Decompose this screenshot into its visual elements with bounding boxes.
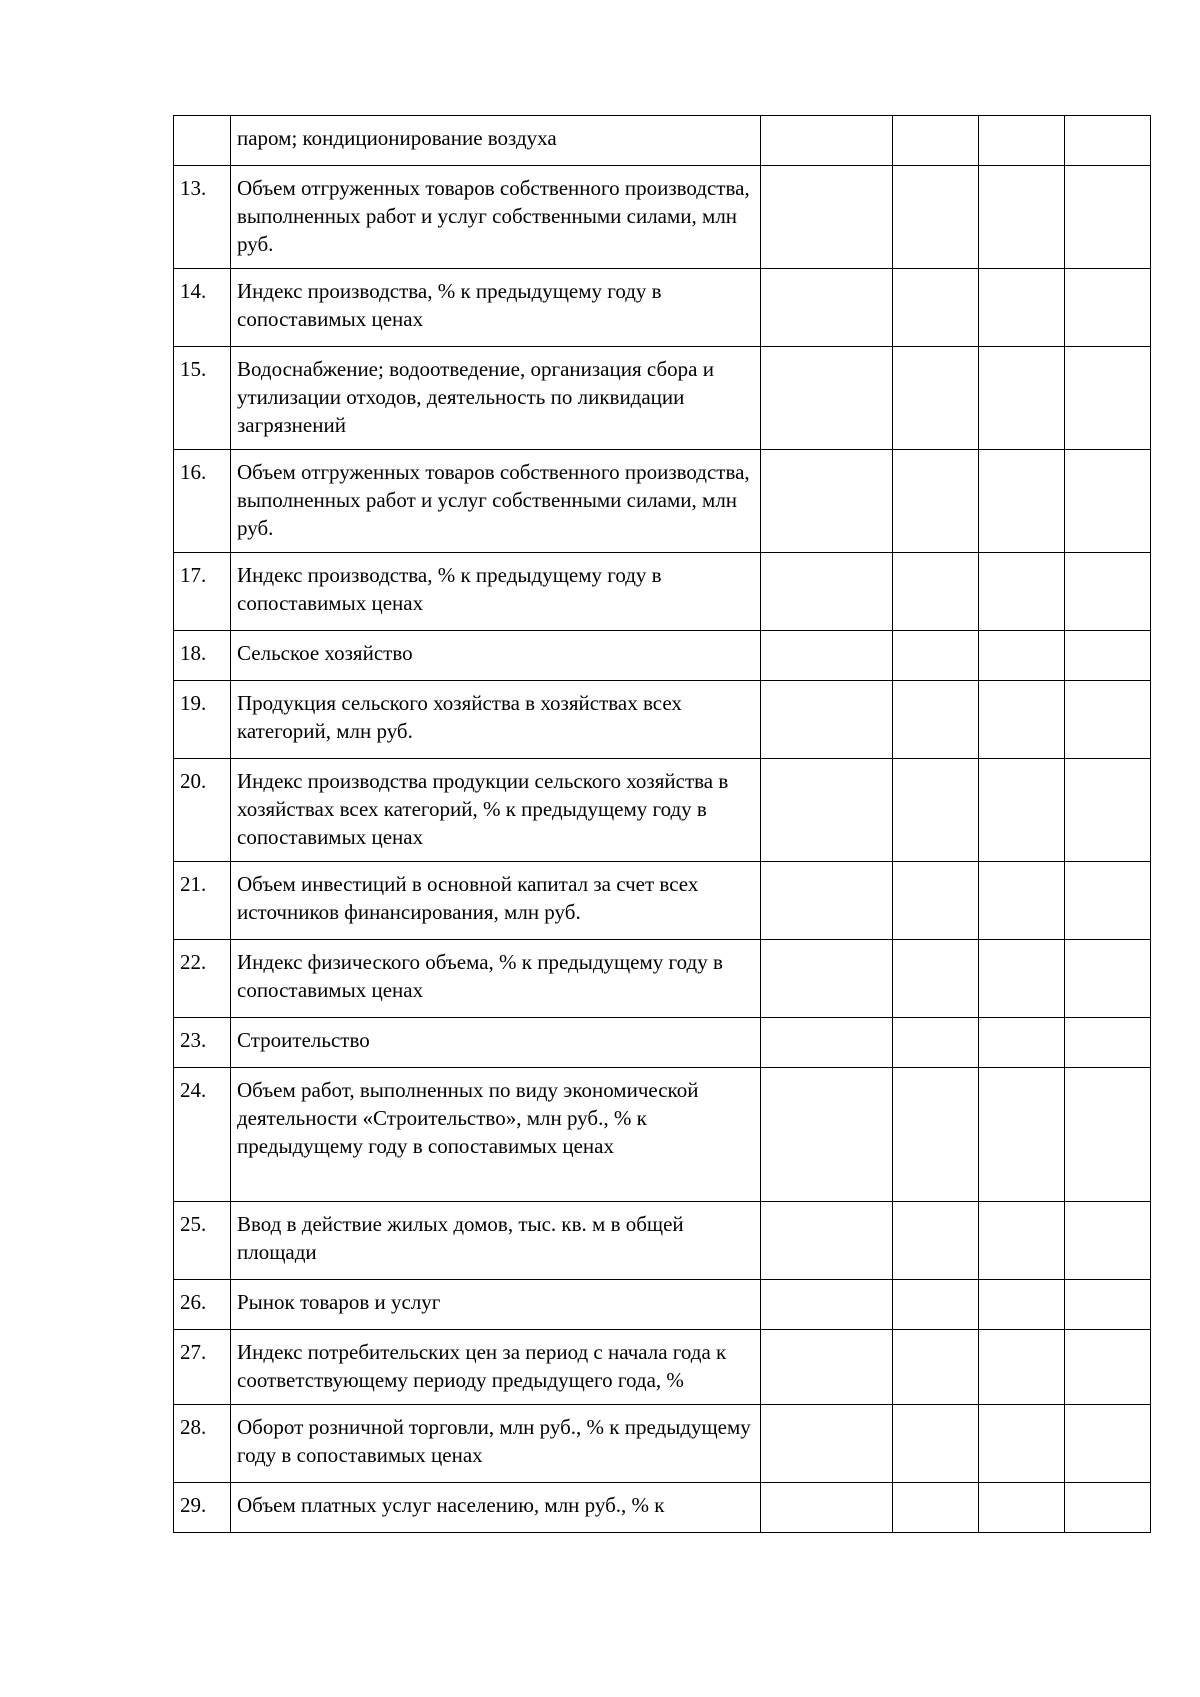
row-number: 23. (174, 1018, 231, 1068)
value-cell (1065, 1280, 1151, 1330)
value-cell (1065, 166, 1151, 269)
row-indicator-name: Водоснабжение; водоотведение, организация сбора и утилизации отходов, деятельность по ликвидации загрязнений (231, 347, 761, 450)
value-cell (893, 1483, 979, 1533)
value-cell (979, 1405, 1065, 1483)
value-cell (893, 450, 979, 553)
table-row (174, 1280, 1151, 1330)
value-cell (1065, 1405, 1151, 1483)
value-cell (979, 1483, 1065, 1533)
value-cell (761, 553, 893, 631)
value-cell (1065, 862, 1151, 940)
value-cell (893, 1202, 979, 1280)
value-cell (893, 1330, 979, 1405)
value-cell (761, 681, 893, 759)
row-indicator-name: Индекс физического объема, % к предыдущему году в сопоставимых ценах (231, 940, 761, 1018)
row-indicator-name: Оборот розничной торговли, млн руб., % к предыдущему году в сопоставимых ценах (231, 1405, 761, 1483)
value-cell (1065, 1018, 1151, 1068)
row-number: 22. (174, 940, 231, 1018)
value-cell (1065, 116, 1151, 166)
value-cell (761, 631, 893, 681)
value-cell (979, 450, 1065, 553)
value-cell (979, 553, 1065, 631)
value-cell (893, 1405, 979, 1483)
row-number: 29. (174, 1483, 231, 1533)
value-cell (979, 166, 1065, 269)
indicators-table (173, 115, 1151, 1533)
row-number (174, 116, 231, 166)
value-cell (893, 166, 979, 269)
value-cell (979, 1202, 1065, 1280)
row-number: 27. (174, 1330, 231, 1405)
row-indicator-name: Индекс производства, % к предыдущему году в сопоставимых ценах (231, 553, 761, 631)
table-row (174, 1202, 1151, 1280)
value-cell (1065, 681, 1151, 759)
value-cell (761, 166, 893, 269)
row-indicator-name: Объем работ, выполненных по виду экономической деятельности «Строительство», млн руб., % к предыдущему году в сопоставимых ценах (231, 1068, 761, 1202)
value-cell (1065, 269, 1151, 347)
value-cell (893, 940, 979, 1018)
value-cell (979, 1018, 1065, 1068)
value-cell (1065, 1330, 1151, 1405)
value-cell (893, 631, 979, 681)
row-number: 17. (174, 553, 231, 631)
value-cell (893, 759, 979, 862)
table-row (174, 1405, 1151, 1483)
value-cell (761, 269, 893, 347)
table-row (174, 681, 1151, 759)
value-cell (761, 940, 893, 1018)
row-indicator-name: Индекс производства продукции сельского хозяйства в хозяйствах всех категорий, % к предыдущему году в сопоставимых ценах (231, 759, 761, 862)
value-cell (893, 1018, 979, 1068)
row-indicator-name: Рынок товаров и услуг (231, 1280, 761, 1330)
value-cell (979, 1330, 1065, 1405)
table-row (174, 940, 1151, 1018)
value-cell (1065, 1068, 1151, 1202)
value-cell (893, 116, 979, 166)
row-number: 26. (174, 1280, 231, 1330)
row-indicator-name: Ввод в действие жилых домов, тыс. кв. м в общей площади (231, 1202, 761, 1280)
value-cell (761, 450, 893, 553)
row-number: 25. (174, 1202, 231, 1280)
row-indicator-name: Продукция сельского хозяйства в хозяйствах всех категорий, млн руб. (231, 681, 761, 759)
value-cell (1065, 1202, 1151, 1280)
value-cell (1065, 553, 1151, 631)
value-cell (761, 1018, 893, 1068)
value-cell (979, 1068, 1065, 1202)
value-cell (893, 681, 979, 759)
row-number: 19. (174, 681, 231, 759)
value-cell (1065, 1483, 1151, 1533)
value-cell (761, 1202, 893, 1280)
value-cell (893, 1280, 979, 1330)
row-number: 28. (174, 1405, 231, 1483)
row-indicator-name: Сельское хозяйство (231, 631, 761, 681)
value-cell (1065, 940, 1151, 1018)
value-cell (1065, 759, 1151, 862)
row-indicator-name: Объем инвестиций в основной капитал за счет всех источников финансирования, млн руб. (231, 862, 761, 940)
row-indicator-name: паром; кондиционирование воздуха (231, 116, 761, 166)
value-cell (761, 1405, 893, 1483)
table-row (174, 1330, 1151, 1405)
value-cell (979, 681, 1065, 759)
table-row (174, 1483, 1151, 1533)
row-number: 13. (174, 166, 231, 269)
value-cell (979, 347, 1065, 450)
row-indicator-name: Объем платных услуг населению, млн руб., % к (231, 1483, 761, 1533)
value-cell (979, 116, 1065, 166)
row-number: 20. (174, 759, 231, 862)
row-indicator-name: Индекс потребительских цен за период с начала года к соответствующему периоду предыдущего года, % (231, 1330, 761, 1405)
row-number: 16. (174, 450, 231, 553)
table-row (174, 631, 1151, 681)
table-row (174, 116, 1151, 166)
value-cell (761, 347, 893, 450)
row-number: 18. (174, 631, 231, 681)
row-number: 15. (174, 347, 231, 450)
table-row (174, 269, 1151, 347)
value-cell (1065, 631, 1151, 681)
value-cell (979, 631, 1065, 681)
value-cell (893, 1068, 979, 1202)
value-cell (761, 759, 893, 862)
value-cell (761, 1280, 893, 1330)
table-row (174, 553, 1151, 631)
table-row (174, 347, 1151, 450)
value-cell (761, 1068, 893, 1202)
value-cell (893, 862, 979, 940)
value-cell (979, 269, 1065, 347)
value-cell (893, 347, 979, 450)
value-cell (979, 862, 1065, 940)
table-row (174, 759, 1151, 862)
table-row (174, 1018, 1151, 1068)
value-cell (761, 862, 893, 940)
value-cell (761, 116, 893, 166)
table-row (174, 862, 1151, 940)
row-indicator-name: Строительство (231, 1018, 761, 1068)
table-row (174, 1068, 1151, 1202)
table-row (174, 450, 1151, 553)
value-cell (893, 269, 979, 347)
row-number: 21. (174, 862, 231, 940)
table-row (174, 166, 1151, 269)
row-indicator-name: Объем отгруженных товаров собственного производства, выполненных работ и услуг собственными силами, млн руб. (231, 166, 761, 269)
value-cell (893, 553, 979, 631)
value-cell (979, 940, 1065, 1018)
row-number: 14. (174, 269, 231, 347)
row-indicator-name: Объем отгруженных товаров собственного производства, выполненных работ и услуг собственными силами, млн руб. (231, 450, 761, 553)
value-cell (979, 759, 1065, 862)
value-cell (1065, 450, 1151, 553)
row-indicator-name: Индекс производства, % к предыдущему году в сопоставимых ценах (231, 269, 761, 347)
value-cell (979, 1280, 1065, 1330)
value-cell (1065, 347, 1151, 450)
row-number: 24. (174, 1068, 231, 1202)
value-cell (761, 1330, 893, 1405)
value-cell (761, 1483, 893, 1533)
